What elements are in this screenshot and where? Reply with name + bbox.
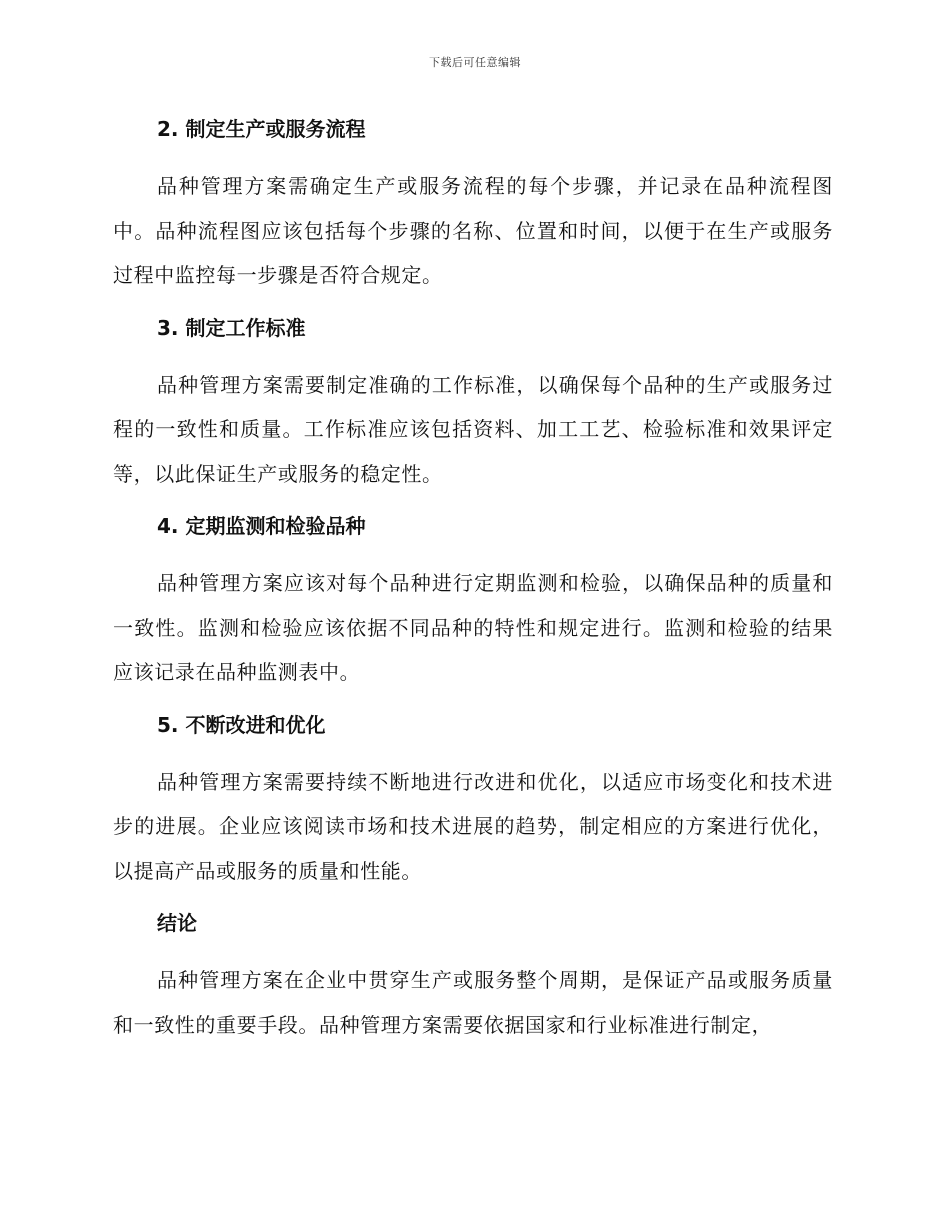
section-3	[113, 311, 833, 497]
section-paragraph: 品种管理方案需要持续不断地进行改进和优化，以适应市场变化和技术进步的进展。企业应该阅读市场和技术进展的趋势，制定相应的方案进行优化，以提高产品或服务的质量和性能。	[113, 769, 833, 883]
section-paragraph: 品种管理方案应该对每个品种进行定期监测和检验，以确保品种的质量和一致性。监测和检验应该依据不同品种的特性和规定进行。监测和检验的结果应该记录在品种监测表中。	[113, 571, 833, 684]
section-conclusion	[113, 906, 833, 1047]
section-5	[113, 708, 833, 894]
section-heading: 4. 定期监测和检验品种	[157, 514, 366, 538]
section-heading: 5. 不断改进和优化	[157, 712, 326, 737]
section-2	[113, 112, 833, 298]
section-paragraph: 品种管理方案需要制定准确的工作标准，以确保每个品种的生产或服务过程的一致性和质量。工作标准应该包括资料、加工工艺、检验标准和效果评定等，以此保证生产或服务的稳定性。	[113, 372, 833, 486]
section-heading: 结论	[157, 911, 197, 935]
page-header: 下载后可任意编辑	[429, 56, 521, 69]
section-paragraph: 品种管理方案需确定生产或服务流程的每个步骤，并记录在品种流程图中。品种流程图应该包括每个步骤的名称、位置和时间，以便于在生产或服务过程中监控每一步骤是否符合规定。	[113, 174, 833, 287]
section-heading: 2. 制定生产或服务流程	[157, 117, 366, 141]
document-body	[113, 112, 833, 1060]
section-4	[113, 509, 833, 695]
section-paragraph: 品种管理方案在企业中贯穿生产或服务整个周期，是保证产品或服务质量和一致性的重要手段。品种管理方案需要依据国家和行业标准进行制定，	[113, 968, 833, 1037]
section-heading: 3. 制定工作标准	[157, 315, 306, 340]
